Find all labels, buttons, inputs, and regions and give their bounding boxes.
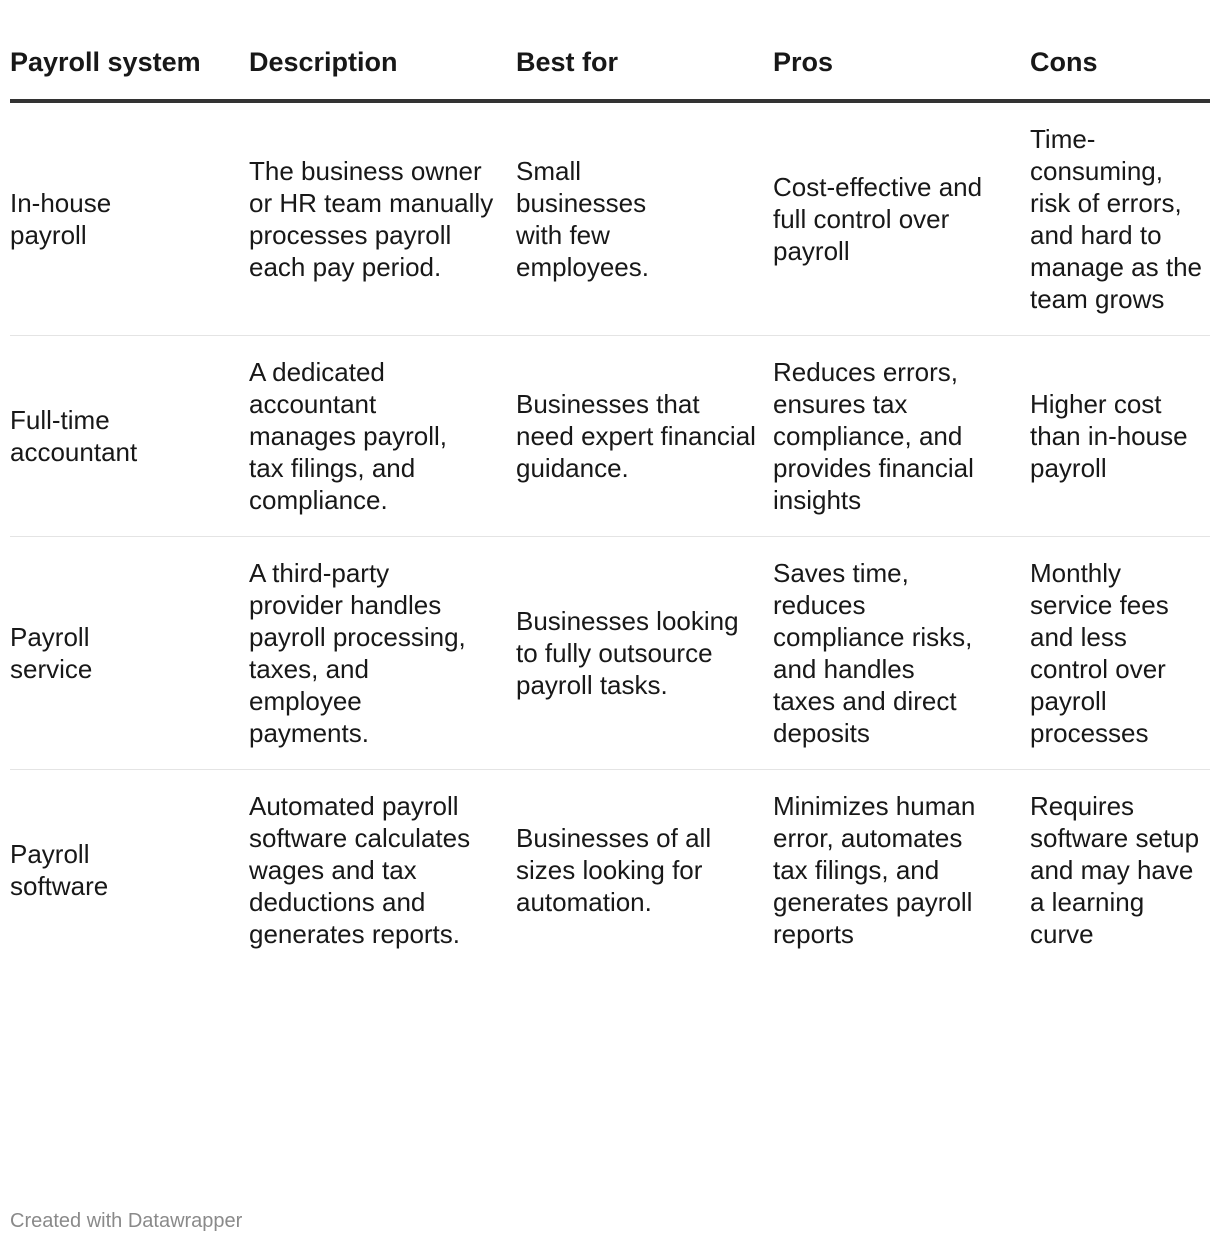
cell-description (249, 770, 516, 971)
cell-system (10, 537, 249, 770)
header-label: Description (249, 47, 398, 77)
cell-system (10, 336, 249, 537)
cell-text: Minimizes human error, automates tax filings, and generates payroll reports (773, 791, 976, 949)
cell-text: Requires software setup and may have a learning curve (1030, 791, 1200, 949)
cell-pros (773, 101, 1030, 336)
cell-best-for (516, 537, 773, 770)
comparison-table-container (10, 44, 1210, 970)
cell-text: A dedicated accountant manages payroll, tax filings, and compliance. (249, 357, 447, 515)
table-body (10, 101, 1210, 970)
table-header (10, 44, 1210, 101)
table-row (10, 101, 1210, 336)
cell-text: Time-consuming, risk of errors, and hard to manage as the team grows (1030, 124, 1203, 314)
header-pros (773, 44, 1030, 101)
cell-text: Monthly service fees and less control over payroll processes (1030, 558, 1169, 748)
table-row (10, 537, 1210, 770)
header-label: Cons (1030, 47, 1098, 77)
table-row (10, 336, 1210, 537)
header-payroll-system (10, 44, 249, 101)
cell-text: A third-party provider handles payroll processing, taxes, and employee payments. (249, 558, 466, 748)
header-cons (1030, 44, 1210, 101)
header-label: Pros (773, 47, 834, 77)
cell-text: Payroll service (10, 622, 93, 684)
cell-cons (1030, 101, 1210, 336)
cell-text: Higher cost than in-house payroll (1030, 389, 1188, 483)
cell-text: Small businesses with few employees. (516, 156, 649, 282)
header-description (249, 44, 516, 101)
cell-text: The business owner or HR team manually processes payroll each pay period. (249, 156, 494, 282)
header-label: Payroll system (10, 47, 201, 77)
cell-description (249, 336, 516, 537)
table-row (10, 770, 1210, 971)
cell-text: Automated payroll software calculates wages and tax deductions and generates reports. (249, 791, 471, 949)
cell-text: Cost-effective and full control over payroll (773, 172, 983, 266)
cell-system (10, 770, 249, 971)
cell-text: Full-time accountant (10, 405, 138, 467)
datawrapper-credit: Created with Datawrapper (10, 1210, 243, 1232)
cell-pros (773, 336, 1030, 537)
cell-system (10, 101, 249, 336)
cell-text: Payroll software (10, 839, 109, 901)
cell-text: In-house payroll (10, 188, 112, 250)
cell-best-for (516, 101, 773, 336)
cell-text: Saves time, reduces compliance risks, and handles taxes and direct deposits (773, 558, 973, 748)
cell-text: Businesses looking to fully outsource payroll tasks. (516, 606, 739, 700)
payroll-comparison-table (10, 44, 1210, 970)
header-row (10, 44, 1210, 101)
cell-pros (773, 537, 1030, 770)
cell-cons (1030, 537, 1210, 770)
cell-best-for (516, 770, 773, 971)
cell-description (249, 537, 516, 770)
header-best-for (516, 44, 773, 101)
cell-text: Reduces errors, ensures tax compliance, and provides financial insights (773, 357, 974, 515)
cell-best-for (516, 336, 773, 537)
cell-text: Businesses of all sizes looking for automation. (516, 823, 712, 917)
cell-cons (1030, 336, 1210, 537)
cell-cons (1030, 770, 1210, 971)
cell-text: Businesses that need expert financial guidance. (516, 389, 756, 483)
header-label: Best for (516, 47, 619, 77)
cell-pros (773, 770, 1030, 971)
cell-description (249, 101, 516, 336)
